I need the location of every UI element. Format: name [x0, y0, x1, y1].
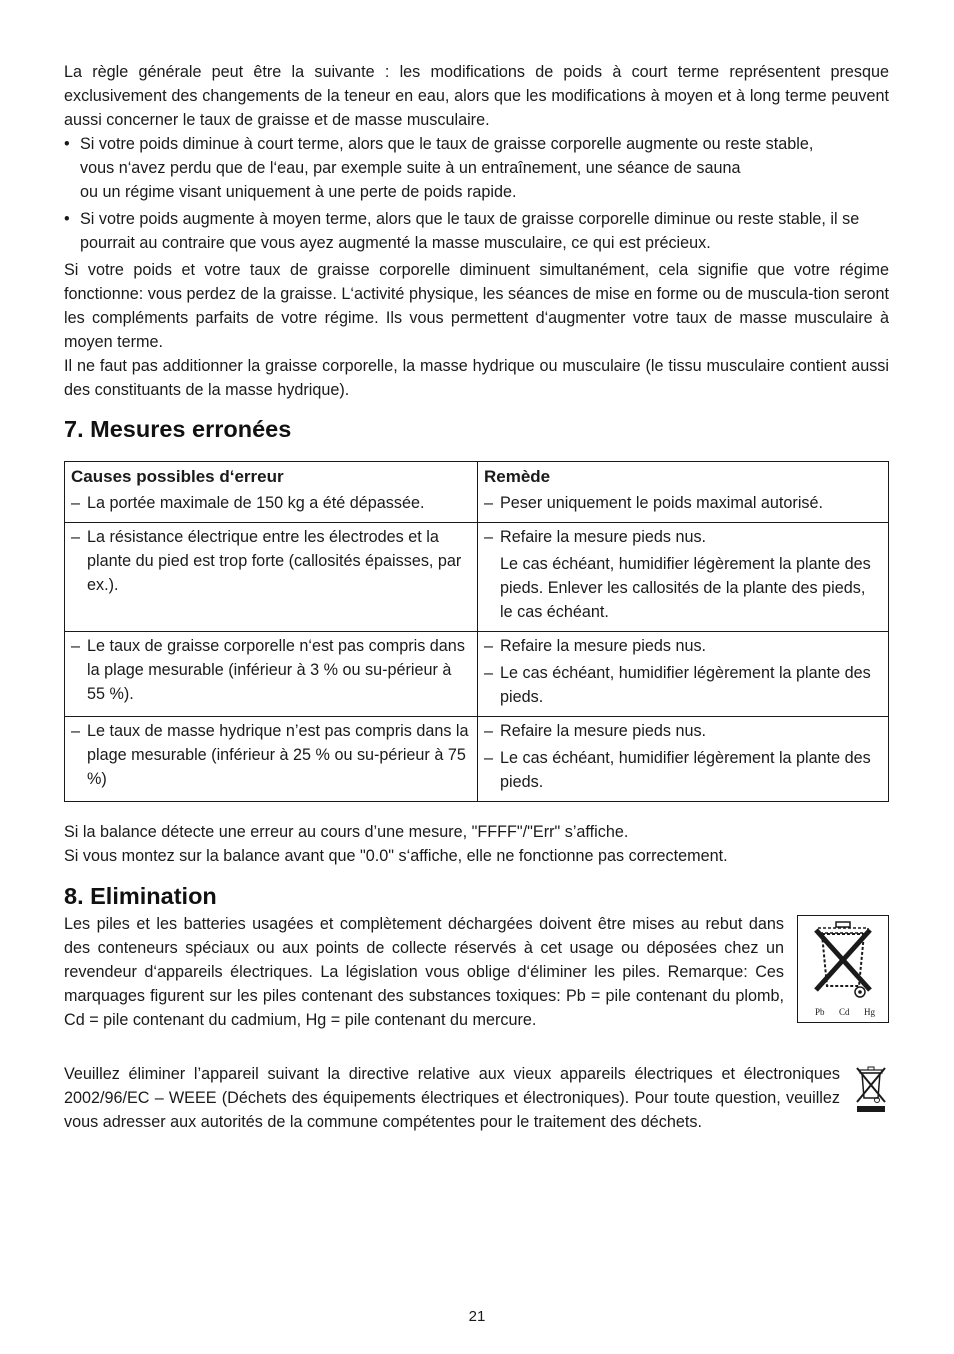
weee-paragraph: Veuillez éliminer l’appareil suivant la directive relative aux vieux appareils électriques et électroniques 2002/96/EC – WEEE (Déchets des équipements électriques et électroniques). Pour toute question, veuillez vous adresser aux autorités de la commune compétentes pour le traitement des déchets.: [64, 1065, 840, 1131]
table-row: [65, 717, 889, 802]
intro-bullet-list: [64, 132, 889, 255]
battery-disposal-paragraph: Les piles et les batteries usagées et complètement déchargées doivent être mises au rebut dans des conteneurs spéciaux ou aux points de collecte réservés à cet usage ou déposées chez un revendeur d‘appareils électriques. La législation vous oblige d‘éliminer les piles. Remarque: Ces marquages figurent sur les piles contenant des substances toxiques: Pb = pile contenant du plomb, Cd = pile contenant du cadmium, Hg = pile contenant du mercure.: [64, 915, 784, 1029]
cause-text: – Le taux de graisse corporelle n‘est pas compris dans la plage mesurable (inférieur à 3 % ou su-périeur à 55 %).: [71, 634, 471, 706]
bullet-item: • Si votre poids augmente à moyen terme, alors que le taux de graisse corporelle diminue ou reste stable, il se pourrait au contraire que vous ayez augmenté la masse musculaire, ce qui est précieux.: [64, 207, 889, 255]
cause-text: – La résistance électrique entre les électrodes et la plante du pied est trop forte (callosités épaisses, par ex.).: [71, 525, 471, 597]
table-row: [65, 632, 889, 717]
battery-label-cd: Cd: [839, 1007, 850, 1017]
remedy-text: – Peser uniquement le poids maximal autorisé.: [484, 491, 882, 515]
battery-label-pb: Pb: [815, 1007, 825, 1017]
bullet-item: • Si votre poids diminue à court terme, alors que le taux de graisse corporelle augmente ou reste stable, vous n‘avez perdu que de l‘eau, par exemple suite à un entraînement, une séance de sauna ou un régime visant uniquement à une perte de poids rapide.: [64, 132, 889, 204]
remedy-text: – Le cas échéant, humidifier légèrement la plante des pieds.: [484, 661, 882, 709]
error-table: [64, 461, 889, 802]
remedy-text: – Refaire la mesure pieds nus.: [484, 525, 882, 549]
section-heading-elimination: 8. Elimination: [64, 883, 217, 909]
weee-bin-icon: [853, 1064, 889, 1114]
battery-label-hg: Hg: [864, 1007, 875, 1017]
remedy-text: – Refaire la mesure pieds nus.: [484, 634, 882, 658]
remedy-text: – Le cas échéant, humidifier légèrement la plante des pieds.: [484, 746, 882, 794]
column-header-remede: Remède: [484, 467, 551, 486]
table-row: [65, 523, 889, 632]
weee-disposal-block: [64, 1062, 889, 1134]
intro-paragraph: La règle générale peut être la suivante : les modifications de poids à court terme représentent presque exclusivement des changements de la teneur en eau, alors que les modifications à moyen et à long terme peuvent aussi concerner le taux de graisse et de masse musculaire.: [64, 63, 889, 129]
page-number: 21: [468, 1308, 486, 1325]
cause-text: – La portée maximale de 150 kg a été dépassée.: [71, 491, 471, 515]
error-display-note: Si la balance détecte une erreur au cours d’une mesure, "FFFF"/"Err" s’affiche.: [64, 823, 629, 841]
cause-text: – Le taux de masse hydrique n’est pas compris dans la plage mesurable (inférieur à 25 % ou su-périeur à 75 %): [71, 719, 471, 791]
section-heading-mesures: 7. Mesures erronées: [64, 416, 292, 442]
table-cell-cause: [65, 632, 478, 717]
table-cell-cause: [65, 462, 478, 523]
table-cell-cause: [65, 717, 478, 802]
table-cell-remedy: [478, 523, 889, 632]
column-header-causes: Causes possibles d‘erreur: [71, 467, 284, 486]
table-cell-remedy: [478, 632, 889, 717]
battery-disposal-icon: [797, 915, 889, 1023]
battery-disposal-block: [64, 912, 889, 1032]
table-cell-cause: [65, 523, 478, 632]
table-row: [65, 462, 889, 523]
table-cell-remedy: [478, 462, 889, 523]
remedy-text: – Refaire la mesure pieds nus.: [484, 719, 882, 743]
note-paragraph: Il ne faut pas additionner la graisse corporelle, la masse hydrique ou musculaire (le tissu musculaire contient aussi des constituants de la masse hydrique).: [64, 357, 889, 399]
table-cell-remedy: [478, 717, 889, 802]
page-content: [64, 60, 889, 1134]
diet-paragraph: Si votre poids et votre taux de graisse corporelle diminuent simultanément, cela signifie que votre régime fonctionne: vous perdez de la graisse. L‘activité physique, les séances de mise en forme ou de muscula-tion seront les compléments parfaits de votre régime. Ils vous permettent d‘augmenter votre taux de masse musculaire à moyen terme.: [64, 261, 889, 351]
remedy-text: Le cas échéant, humidifier légèrement la plante des pieds. Enlever les callosités de la plante des pieds, le cas échéant.: [500, 555, 871, 621]
zero-display-note: Si vous montez sur la balance avant que "0.0" s‘affiche, elle ne fonctionne pas correctement.: [64, 847, 728, 865]
